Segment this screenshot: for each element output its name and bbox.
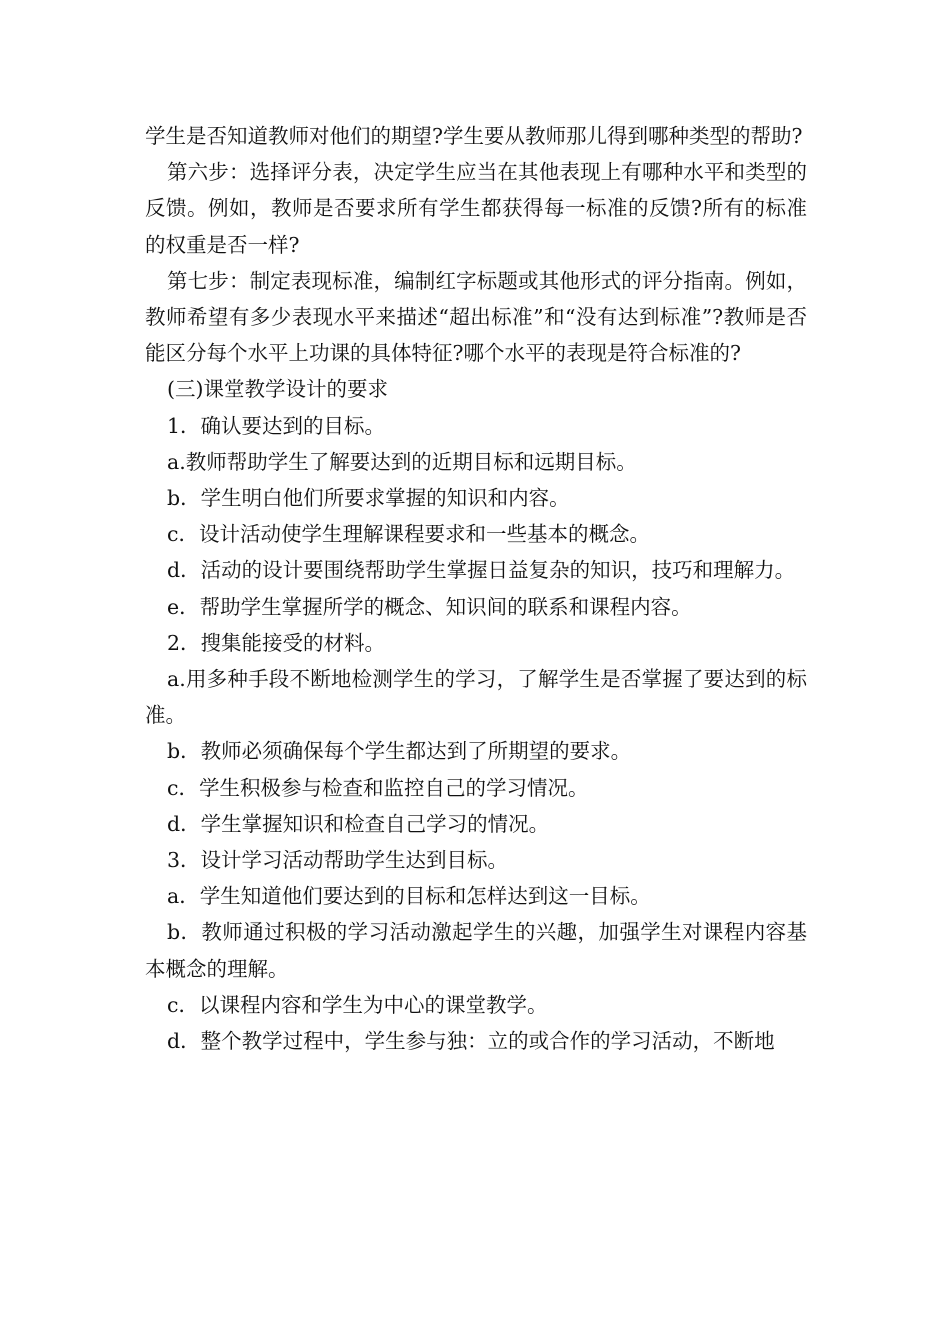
list-item: a.用多种手段不断地检测学生的学习，了解学生是否掌握了要达到的标准。: [145, 667, 807, 728]
list-item: d．学生掌握知识和检查自己学习的情况。: [167, 811, 550, 836]
list-item: a．学生知道他们要达到的目标和怎样达到这一目标。: [167, 884, 651, 909]
list-item: d．整个教学过程中，学生参与独：立的或合作的学习活动，不断地: [167, 1029, 775, 1054]
list-item: c．设计活动使学生理解课程要求和一些基本的概念。: [167, 522, 650, 547]
list-item: b．学生明白他们所要求掌握的知识和内容。: [167, 486, 570, 511]
paragraph: 学生是否知道教师对他们的期望?学生要从教师那儿得到哪种类型的帮助?: [145, 124, 803, 148]
section-heading: (三)课堂教学设计的要求: [167, 377, 388, 402]
numbered-item: 1．确认要达到的目标。: [167, 413, 386, 438]
list-item: a.教师帮助学生了解要达到的近期目标和远期目标。: [167, 449, 637, 474]
list-item: b．教师必须确保每个学生都达到了所期望的要求。: [167, 739, 632, 764]
list-item: e．帮助学生掌握所学的概念、知识间的联系和课程内容。: [167, 594, 692, 619]
list-item: c．学生积极参与检查和监控自己的学习情况。: [167, 775, 589, 800]
numbered-item: 3．设计学习活动帮助学生达到目标。: [167, 848, 509, 873]
list-item: b．教师通过积极的学习活动激起学生的兴趣，加强学生对课程内容基本概念的理解。: [145, 920, 807, 981]
list-item: c．以课程内容和学生为中心的课堂教学。: [167, 992, 548, 1017]
paragraph: 第七步：制定表现标准，编制红字标题或其他形式的评分指南。例如，教师希望有多少表现水平来描述“超出标准”和“没有达到标准”?教师是否能区分每个水平上功课的具体特征?哪个水平的表现是符合标准的?: [145, 268, 807, 366]
document-page: [145, 118, 807, 1059]
numbered-item: 2．搜集能接受的材料。: [167, 630, 386, 655]
list-item: d．活动的设计要围绕帮助学生掌握日益复杂的知识，技巧和理解力。: [167, 558, 796, 583]
paragraph: 第六步：选择评分表，决定学生应当在其他表现上有哪种水平和类型的反馈。例如，教师是否要求所有学生都获得每一标准的反馈?所有的标准的权重是否一样?: [145, 160, 807, 257]
